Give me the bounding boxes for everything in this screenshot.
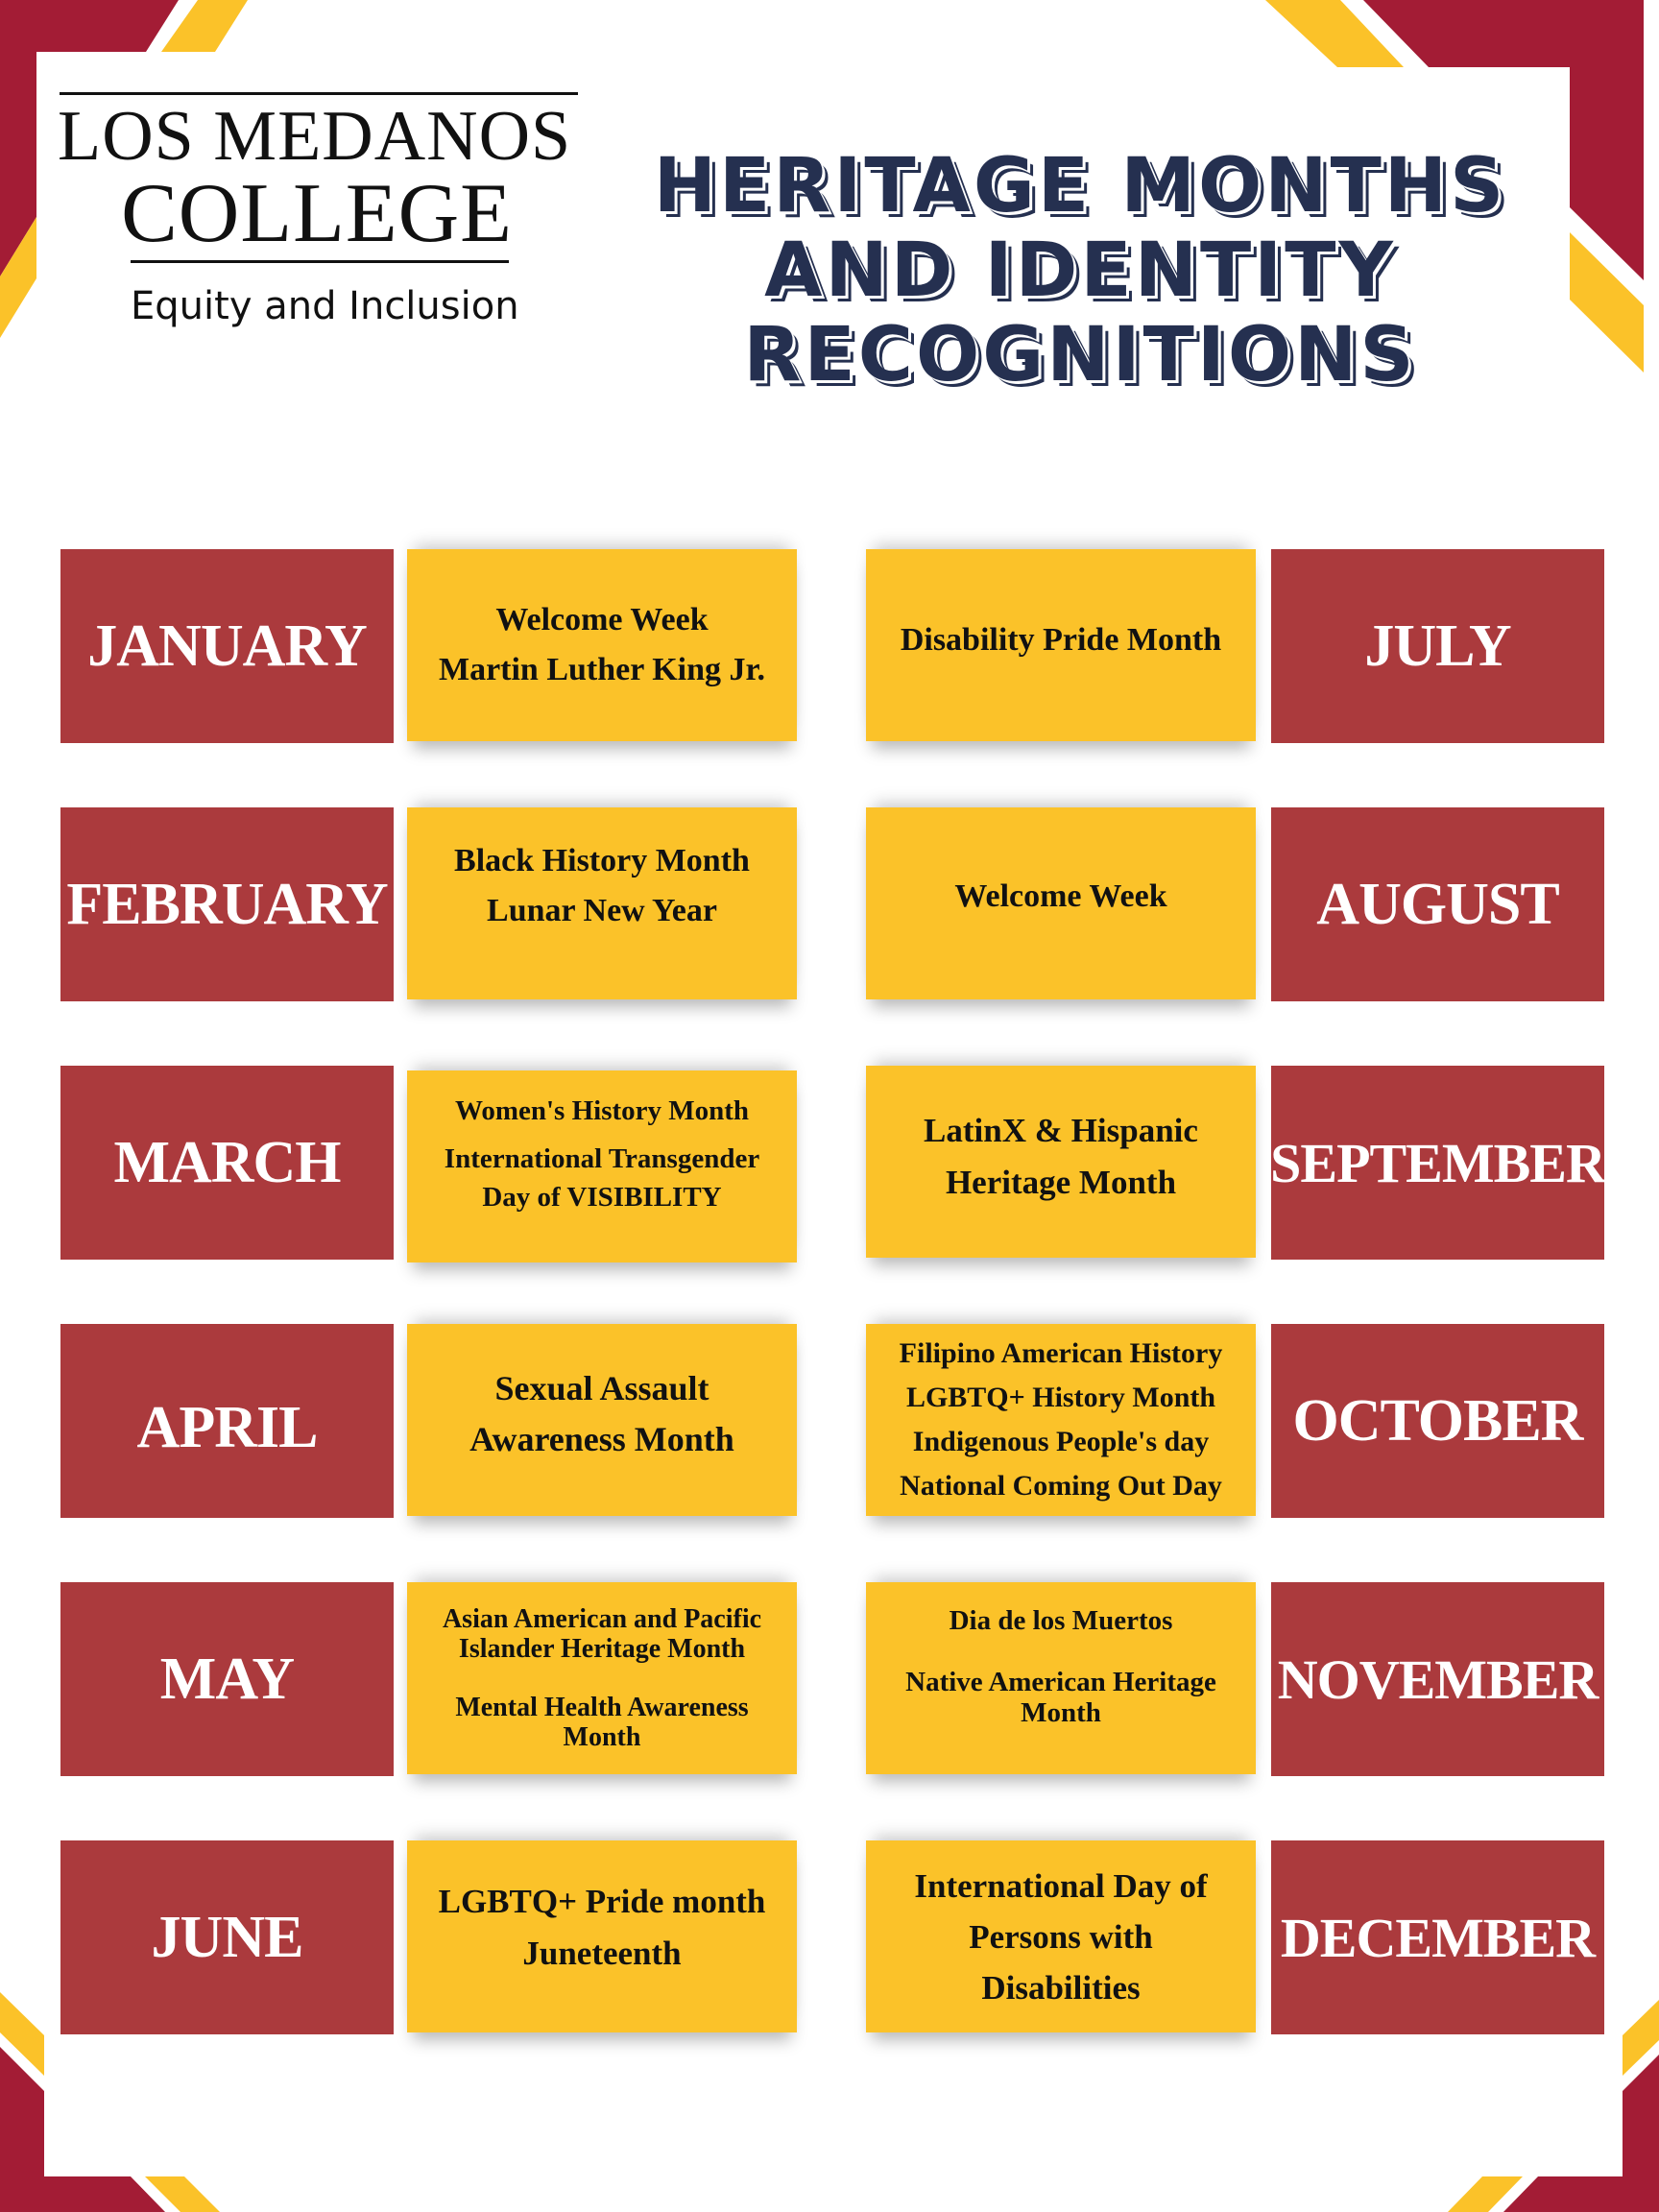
events-box-august xyxy=(866,807,1256,999)
month-label: JANUARY xyxy=(87,613,367,679)
month-label: JUNE xyxy=(151,1904,303,1970)
event-item: Mental Health Awareness Month xyxy=(455,1693,749,1752)
events-box-december xyxy=(866,1840,1256,2032)
events-box-september xyxy=(866,1066,1256,1258)
month-label: NOVEMBER xyxy=(1277,1647,1599,1711)
events-box-june xyxy=(407,1840,797,2032)
month-box-april xyxy=(60,1324,394,1518)
month-label: MAY xyxy=(159,1646,295,1712)
month-box-may xyxy=(60,1582,394,1776)
event-item: Disability Pride Month xyxy=(900,622,1222,658)
events-box-october xyxy=(866,1324,1256,1516)
events-box-february xyxy=(407,807,797,999)
events-box-may xyxy=(407,1582,797,1774)
events-box-april xyxy=(407,1324,797,1516)
event-item: Asian American and Pacific Islander Heritage Month xyxy=(442,1604,762,1664)
event-item: International Transgender Day of VISIBILITY xyxy=(444,1143,760,1213)
events-box-july xyxy=(866,549,1256,741)
month-label: APRIL xyxy=(136,1394,318,1460)
month-box-june xyxy=(60,1840,394,2034)
title-line-3: RECOGNITIONS xyxy=(743,312,1417,398)
bottom-left-maroon-corner xyxy=(0,2047,165,2212)
month-label: OCTOBER xyxy=(1292,1387,1583,1454)
month-box-october xyxy=(1271,1324,1604,1518)
logo-top-rule xyxy=(60,92,578,95)
event-item: Welcome Week xyxy=(495,602,709,637)
college-logo xyxy=(58,92,595,328)
month-box-february xyxy=(60,807,394,1001)
month-box-july xyxy=(1271,549,1604,743)
event-item: LatinX & Hispanic Heritage Month xyxy=(924,1112,1198,1201)
month-label: JULY xyxy=(1364,613,1511,679)
logo-college-name-line1: LOS MEDANOS xyxy=(58,97,572,176)
event-item: Native American Heritage Month xyxy=(905,1667,1216,1728)
event-item: LGBTQ+ History Month xyxy=(905,1382,1216,1413)
month-label: FEBRUARY xyxy=(66,871,388,937)
month-box-november xyxy=(1271,1582,1604,1776)
event-item: National Coming Out Day xyxy=(900,1470,1222,1502)
event-item: Women's History Month xyxy=(454,1095,750,1126)
bottom-right-maroon-corner xyxy=(1503,2055,1659,2212)
event-item: LGBTQ+ Pride month xyxy=(438,1883,766,1920)
month-box-december xyxy=(1271,1840,1604,2034)
event-item: Lunar New Year xyxy=(487,893,717,928)
month-label: MARCH xyxy=(113,1129,341,1195)
event-item: Sexual Assault Awareness Month xyxy=(469,1369,734,1458)
events-box-january xyxy=(407,549,797,741)
logo-department-subtitle: Equity and Inclusion xyxy=(131,284,519,328)
month-box-january xyxy=(60,549,394,743)
month-label: SEPTEMBER xyxy=(1270,1131,1605,1194)
event-item: Indigenous People's day xyxy=(912,1426,1210,1457)
page-title xyxy=(624,144,1536,397)
events-box-march xyxy=(407,1070,797,1262)
event-item: Martin Luther King Jr. xyxy=(438,652,766,687)
month-label: DECEMBER xyxy=(1280,1906,1596,1969)
month-box-september xyxy=(1271,1066,1604,1260)
logo-bottom-rule xyxy=(131,260,509,263)
month-box-march xyxy=(60,1066,394,1260)
month-box-august xyxy=(1271,807,1604,1001)
event-item: Black History Month xyxy=(454,843,750,878)
event-item: International Day of Persons with Disabilities xyxy=(914,1866,1208,2007)
event-item: Juneteenth xyxy=(522,1935,682,1972)
logo-college-name-line2: COLLEGE xyxy=(121,167,513,260)
event-item: Dia de los Muertos xyxy=(949,1605,1173,1636)
top-left-gold-stripe xyxy=(161,0,248,52)
title-line-2: AND IDENTITY xyxy=(764,228,1396,314)
event-item: Welcome Week xyxy=(954,878,1167,914)
events-box-november xyxy=(866,1582,1256,1774)
event-item: Filipino American History xyxy=(899,1337,1223,1369)
title-line-1: HERITAGE MONTHS xyxy=(653,143,1507,229)
month-label: AUGUST xyxy=(1316,871,1559,937)
